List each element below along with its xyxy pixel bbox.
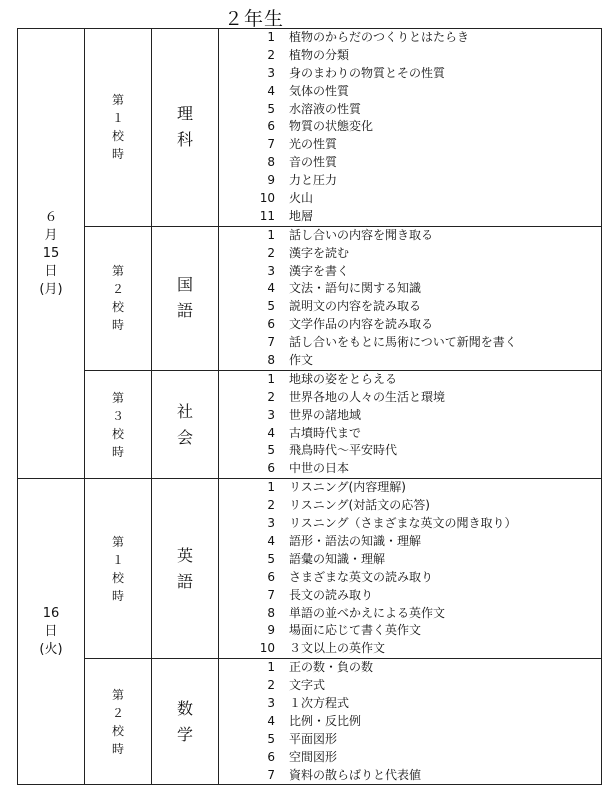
topic-item: [219, 677, 601, 695]
period-text: 第: [111, 687, 124, 702]
topic-item: [219, 605, 601, 623]
topic-text: 資料の散らばりと代表値: [289, 767, 422, 782]
topic-number: 4: [267, 425, 275, 440]
topic-text: 気体の性質: [289, 83, 350, 98]
table-row: [18, 479, 602, 659]
topic-text: 単語の並べかえによる英作文: [289, 605, 446, 620]
topic-text: 空間図形: [289, 749, 338, 764]
topics-cell: [219, 226, 602, 370]
topic-item: [219, 713, 601, 731]
topic-text: 水溶液の性質: [289, 101, 362, 116]
subject-cell: [152, 370, 219, 478]
topic-number: 3: [267, 407, 275, 422]
topic-number: 1: [267, 660, 275, 675]
subject-cell: [152, 659, 219, 785]
subject-text: 語: [176, 571, 193, 591]
topic-text: 長文の読み取り: [289, 587, 374, 602]
topic-item: [219, 587, 601, 605]
topic-text: 飛鳥時代～平安時代: [289, 443, 398, 458]
period-cell: [85, 29, 152, 227]
topic-number: 7: [267, 137, 275, 152]
topic-number: 1: [267, 30, 275, 44]
topic-item: [219, 442, 601, 460]
topic-number: 3: [267, 65, 275, 80]
subject-text: 国: [176, 275, 193, 295]
page-title: ２年生: [224, 8, 285, 30]
topic-number: 7: [267, 767, 275, 782]
topic-item: [219, 154, 601, 172]
period-text: 第: [111, 264, 124, 279]
topic-text: リスニング（さまざまな英文の聞き取り）: [289, 516, 517, 531]
topic-text: 地球の姿をとらえる: [289, 371, 398, 386]
topic-number: 5: [267, 443, 275, 458]
topic-number: 7: [267, 335, 275, 350]
table-row: [18, 29, 602, 227]
topic-number: 9: [267, 173, 275, 188]
topic-item: [219, 551, 601, 569]
subject-text: 理: [176, 104, 193, 124]
topic-item: [219, 245, 601, 263]
topic-item: [219, 533, 601, 551]
topic-item: [219, 695, 601, 713]
topic-item: [219, 263, 601, 281]
subject-cell: [152, 29, 219, 227]
date-cell: [18, 29, 85, 479]
topic-text: 話し合いをもとに馬術について新聞を書く: [289, 335, 517, 350]
subject-text: 会: [176, 427, 193, 447]
topic-number: 1: [267, 227, 275, 242]
period-text: 校: [111, 129, 124, 144]
period-text: ２: [111, 705, 124, 720]
topic-item: [219, 767, 601, 785]
topic-text: 世界各地の人々の生活と環境: [289, 389, 446, 404]
date-text: 月: [44, 227, 58, 243]
topic-item: [219, 190, 601, 208]
topic-item: [219, 407, 601, 425]
topic-number: 8: [267, 155, 275, 170]
topic-number: 2: [267, 47, 275, 62]
topic-item: [219, 47, 601, 65]
period-cell: [85, 659, 152, 785]
topic-item: [219, 29, 601, 47]
topic-text: 漢字を書く: [289, 263, 350, 278]
topic-number: 1: [267, 371, 275, 386]
period-text: １: [111, 552, 124, 567]
period-text: 第: [111, 534, 124, 549]
date-text: 15: [42, 245, 60, 261]
subject-text: 科: [176, 130, 193, 150]
topic-item: [219, 389, 601, 407]
topic-text: １次方程式: [289, 695, 350, 710]
topic-item: [219, 172, 601, 190]
table-row: [18, 659, 602, 785]
date-text: (月): [39, 281, 63, 297]
topics-cell: [219, 29, 602, 227]
topic-number: 4: [267, 281, 275, 296]
topic-number: 9: [267, 623, 275, 638]
topic-item: [219, 298, 601, 316]
topic-text: 力と圧力: [289, 173, 338, 188]
period-text: 校: [111, 723, 124, 738]
period-text: ３: [111, 408, 124, 423]
topic-item: [219, 136, 601, 154]
topic-text: 漢字を読む: [289, 245, 350, 260]
topic-number: 2: [267, 678, 275, 693]
topic-text: 光の性質: [289, 137, 338, 152]
topic-text: 地層: [289, 208, 314, 223]
topic-text: 物質の状態変化: [289, 119, 374, 134]
topic-item: [219, 334, 601, 352]
subject-cell: [152, 479, 219, 659]
table-row: [18, 226, 602, 370]
topic-item: [219, 101, 601, 119]
topic-item: [219, 118, 601, 136]
topic-item: [219, 569, 601, 587]
topic-number: 10: [259, 191, 275, 206]
subject-cell: [152, 226, 219, 370]
topic-number: 5: [267, 731, 275, 746]
topic-number: 8: [267, 353, 275, 368]
period-text: 時: [111, 444, 124, 459]
topic-text: 比例・反比例: [289, 713, 362, 728]
topic-item: [219, 622, 601, 640]
topic-number: 5: [267, 299, 275, 314]
period-cell: [85, 479, 152, 659]
topic-number: 4: [267, 713, 275, 728]
exam-schedule-table: [17, 28, 602, 785]
topic-item: [219, 227, 601, 245]
topic-item: [219, 640, 601, 658]
topic-text: 場面に応じて書く英作文: [289, 623, 422, 638]
topic-text: 植物のからだのつくりとはたらき: [289, 30, 470, 44]
date-text: 16: [42, 605, 60, 621]
topic-number: 2: [267, 245, 275, 260]
topic-item: [219, 479, 601, 497]
topic-number: 6: [267, 749, 275, 764]
topic-number: 6: [267, 461, 275, 476]
topic-text: 説明文の内容を読み取る: [289, 299, 422, 314]
topic-number: 6: [267, 569, 275, 584]
topic-item: [219, 460, 601, 478]
topic-number: 7: [267, 587, 275, 602]
topic-number: 2: [267, 498, 275, 513]
topic-number: 10: [259, 641, 275, 656]
period-text: 校: [111, 300, 124, 315]
topic-text: 音の性質: [289, 155, 338, 170]
topic-item: [219, 659, 601, 677]
topic-text: 文字式: [289, 678, 326, 693]
topic-item: [219, 731, 601, 749]
topic-item: [219, 352, 601, 370]
topics-cell: [219, 659, 602, 785]
topic-text: 文学作品の内容を読み取る: [289, 317, 434, 332]
table-row: [18, 370, 602, 478]
topic-item: [219, 83, 601, 101]
topic-text: リスニング(対話文の応答): [289, 498, 430, 513]
topics-cell: [219, 370, 602, 478]
topic-number: 8: [267, 605, 275, 620]
topic-item: [219, 371, 601, 389]
topic-text: リスニング(内容理解): [289, 480, 406, 495]
period-text: 校: [111, 570, 124, 585]
topic-text: ３文以上の英作文: [289, 641, 386, 656]
topic-text: 語形・語法の知識・理解: [289, 533, 422, 548]
topic-text: 話し合いの内容を聞き取る: [289, 227, 434, 242]
topic-number: 6: [267, 317, 275, 332]
date-cell: [18, 479, 85, 785]
topic-text: 正の数・負の数: [289, 660, 374, 675]
subject-text: 社: [176, 401, 193, 421]
period-text: 校: [111, 426, 124, 441]
topic-number: 5: [267, 551, 275, 566]
topic-text: さまざまな英文の読み取り: [289, 569, 434, 584]
period-text: ２: [111, 282, 124, 297]
topic-number: 3: [267, 695, 275, 710]
period-cell: [85, 370, 152, 478]
topic-item: [219, 425, 601, 443]
topic-text: 文法・語句に関する知識: [289, 281, 422, 296]
period-text: 時: [111, 147, 124, 162]
topic-number: 4: [267, 533, 275, 548]
topic-text: 植物の分類: [289, 47, 350, 62]
topic-number: 4: [267, 83, 275, 98]
topic-item: [219, 280, 601, 298]
period-cell: [85, 226, 152, 370]
topic-text: 作文: [289, 353, 314, 368]
topic-number: 3: [267, 516, 275, 531]
topic-number: 6: [267, 119, 275, 134]
date-text: (火): [39, 641, 63, 657]
topic-text: 世界の諸地域: [289, 407, 362, 422]
date-text: 日: [44, 263, 58, 279]
topic-text: 身のまわりの物質とその性質: [289, 65, 446, 80]
date-text: ６: [44, 209, 58, 225]
topic-number: 2: [267, 389, 275, 404]
period-text: 時: [111, 741, 124, 756]
period-text: 第: [111, 390, 124, 405]
topic-text: 語彙の知識・理解: [289, 551, 386, 566]
topic-item: [219, 316, 601, 334]
subject-text: 英: [176, 545, 193, 565]
subject-text: 語: [176, 301, 193, 321]
topic-text: 火山: [289, 191, 314, 206]
topic-item: [219, 497, 601, 515]
period-text: 時: [111, 588, 124, 603]
subject-text: 学: [176, 724, 193, 744]
period-text: 時: [111, 318, 124, 333]
subject-text: 数: [176, 698, 193, 718]
topic-text: 平面図形: [289, 731, 338, 746]
topic-number: 3: [267, 263, 275, 278]
topic-number: 11: [259, 208, 275, 223]
topic-item: [219, 749, 601, 767]
topic-number: 5: [267, 101, 275, 116]
date-text: 日: [44, 623, 58, 639]
topic-text: 古墳時代まで: [289, 425, 362, 440]
topic-item: [219, 515, 601, 533]
period-text: 第: [111, 93, 124, 108]
period-text: １: [111, 111, 124, 126]
topic-item: [219, 208, 601, 226]
topic-item: [219, 65, 601, 83]
topic-text: 中世の日本: [289, 461, 350, 476]
topic-number: 1: [267, 480, 275, 495]
topics-cell: [219, 479, 602, 659]
